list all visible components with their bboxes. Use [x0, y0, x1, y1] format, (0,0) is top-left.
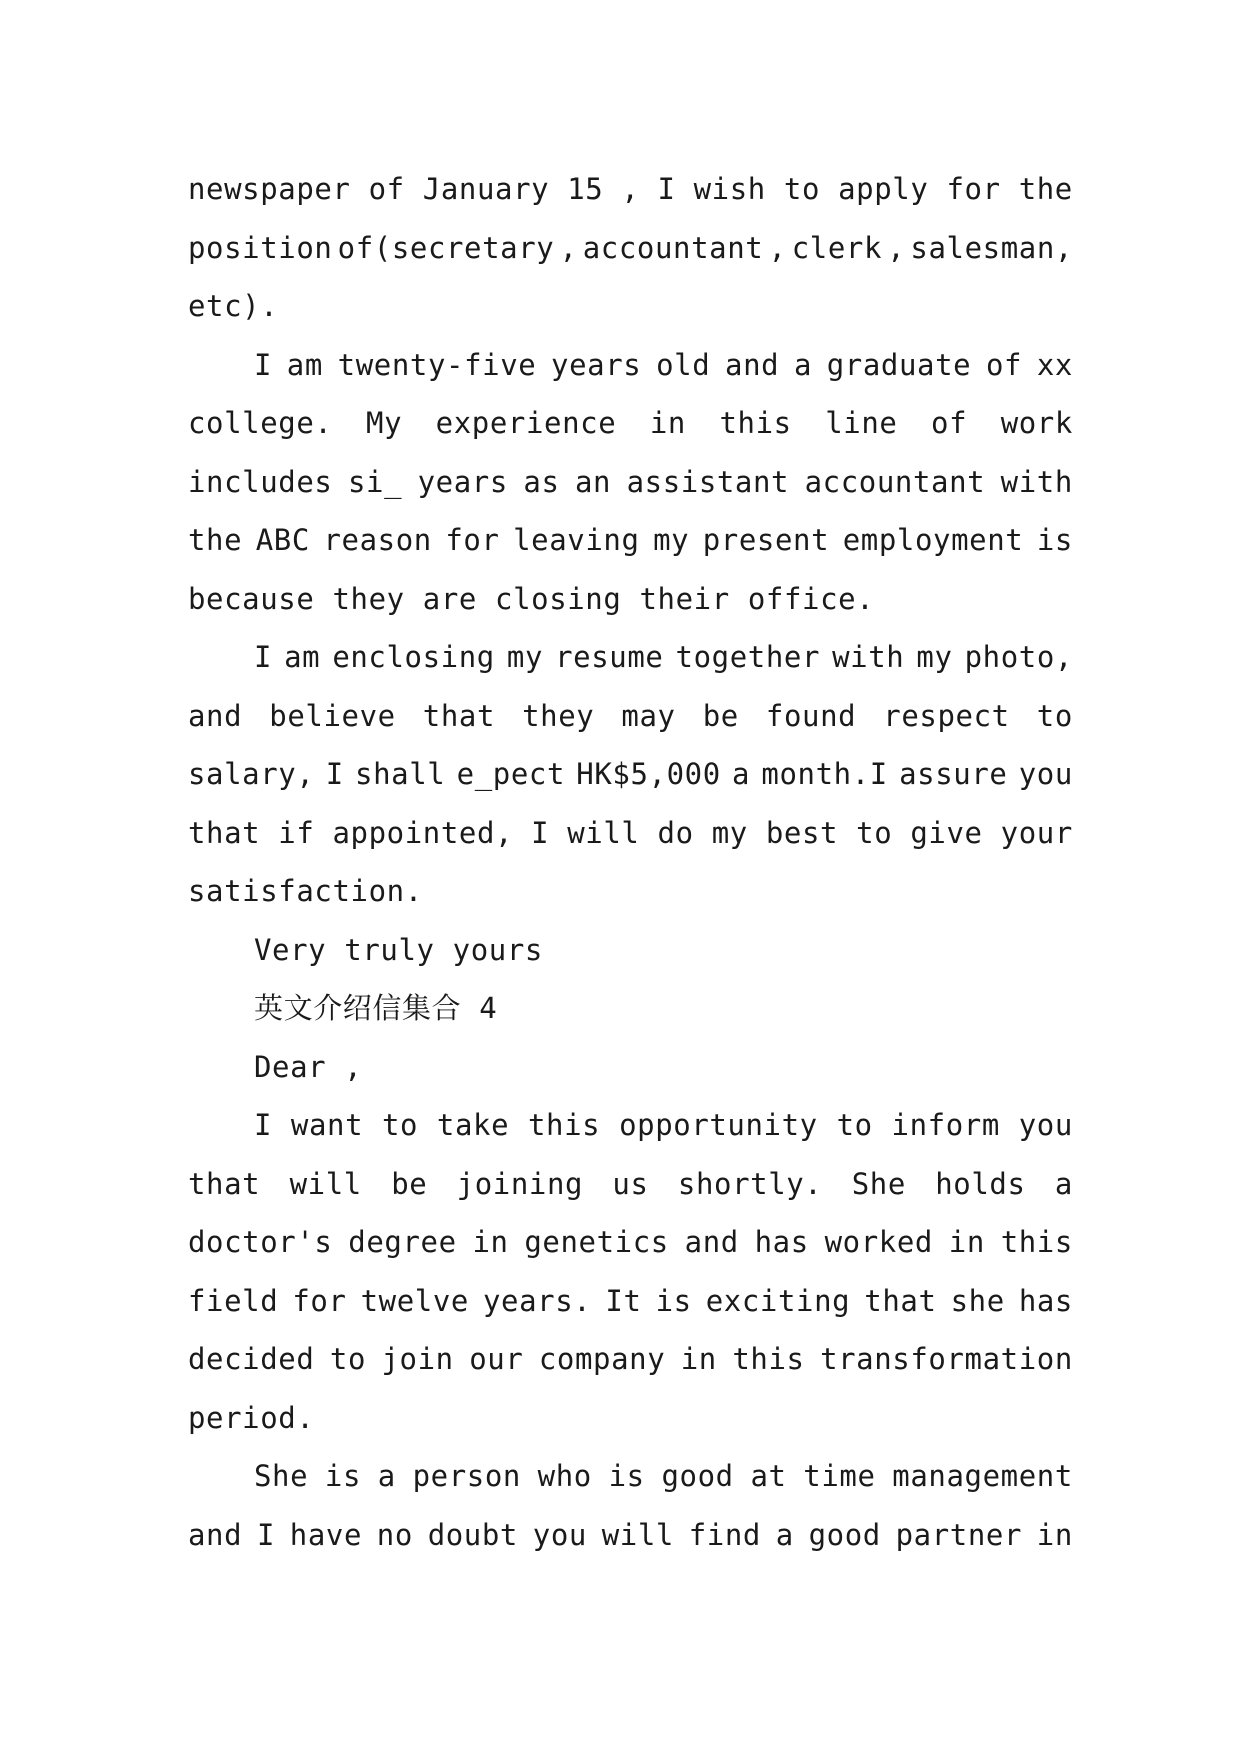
word: to [783, 172, 821, 206]
word: opportunity [619, 1108, 818, 1142]
paragraph-application [188, 160, 1073, 336]
text-line [188, 1213, 1073, 1272]
word: apply [838, 172, 929, 206]
word: doubt [427, 1517, 518, 1552]
word: field [188, 1283, 279, 1318]
word: they [522, 698, 595, 733]
text-line: because they are closing their office. [188, 581, 875, 616]
word: has [1018, 1283, 1073, 1318]
word: employment [842, 523, 1024, 557]
word: joining [456, 1166, 584, 1201]
word: graduate [826, 347, 972, 382]
word: experience [435, 406, 617, 440]
word: shall [355, 757, 446, 791]
word: college. [188, 406, 333, 440]
text-line [188, 453, 1073, 512]
word: with [832, 640, 905, 674]
word: the [188, 523, 243, 557]
word: management [892, 1459, 1073, 1493]
word: this [732, 1342, 805, 1376]
word: genetics [524, 1225, 669, 1259]
text-line [188, 1096, 1073, 1155]
word: my [711, 815, 748, 850]
word: is [655, 1283, 692, 1318]
word: ABC [255, 523, 310, 557]
word: if [278, 815, 315, 850]
word: line [825, 406, 898, 440]
word: join [381, 1342, 454, 1376]
paragraph-background [188, 336, 1073, 629]
salutation: Dear , [254, 1049, 363, 1084]
word: my [916, 640, 953, 674]
word: accountant [804, 464, 986, 499]
word: that [188, 1166, 261, 1201]
word: twenty-five [337, 347, 537, 382]
section-heading: 英文介绍信集合 4 [254, 991, 498, 1025]
word: salesman, [910, 230, 1073, 265]
word: I [254, 640, 273, 674]
closing-line: Very truly yours [254, 932, 543, 967]
word: of [985, 347, 1023, 382]
word: doctor's [188, 1225, 333, 1259]
word: that [864, 1283, 937, 1318]
word: wish [693, 172, 766, 206]
word: us [612, 1166, 649, 1201]
word: to [856, 815, 893, 850]
word: have [289, 1517, 363, 1552]
word: exciting [705, 1283, 851, 1318]
word: together [675, 640, 821, 674]
word: that [422, 698, 496, 733]
word: 15 [567, 172, 604, 206]
paragraph-character [188, 1447, 1073, 1564]
word: good [661, 1459, 734, 1493]
word: has [754, 1225, 809, 1259]
paragraph-enclosure [188, 628, 1073, 921]
word: accountant [582, 230, 764, 265]
word: respect [883, 698, 1010, 733]
word: my [506, 640, 544, 674]
word: give [910, 815, 983, 850]
word: in [680, 1342, 717, 1376]
word: that [188, 815, 261, 850]
text-line [188, 1155, 1073, 1214]
word: your [1000, 815, 1073, 850]
word: in [1036, 1517, 1073, 1552]
word: in [649, 406, 686, 440]
word: and [188, 698, 243, 733]
word: she [950, 1283, 1005, 1318]
word: of [931, 406, 968, 440]
word: be [391, 1166, 428, 1201]
word: old [656, 347, 711, 382]
word: at [750, 1459, 787, 1493]
word: clerk [791, 230, 883, 265]
word: a [377, 1459, 396, 1493]
word: do [657, 815, 694, 850]
text-line [188, 745, 1073, 804]
word: is [324, 1459, 362, 1493]
word: It [605, 1283, 642, 1318]
word: find [688, 1517, 761, 1552]
word: believe [269, 698, 396, 733]
word: HK$5,000 [576, 757, 721, 791]
word: e_pect [456, 757, 565, 791]
word: I [531, 815, 550, 850]
word: , [768, 230, 787, 265]
word: may [621, 698, 676, 733]
word: assistant [626, 464, 790, 499]
word: no [376, 1517, 413, 1552]
word: January [422, 172, 550, 206]
word: position [188, 230, 333, 265]
word: am [286, 347, 323, 382]
word: for [946, 172, 1001, 206]
word: this [719, 406, 792, 440]
word: my [653, 523, 690, 557]
word: for [445, 523, 500, 557]
word: to [836, 1108, 873, 1142]
text-line [188, 219, 1073, 278]
word: years [417, 464, 508, 499]
word: company [538, 1342, 666, 1376]
word: is [1036, 523, 1073, 557]
word: be [702, 698, 739, 733]
word: and [684, 1225, 739, 1259]
word: who [537, 1459, 592, 1493]
word: I [325, 757, 344, 791]
word: am [284, 640, 321, 674]
text-line [188, 804, 1073, 863]
word: worked [824, 1225, 933, 1259]
word: shortly. [677, 1166, 823, 1201]
word: want [290, 1108, 364, 1142]
word: degree [348, 1225, 457, 1259]
word: decided [188, 1342, 315, 1376]
word: you [532, 1517, 587, 1552]
text-line [188, 687, 1073, 746]
word: as [523, 464, 560, 499]
word: time [803, 1459, 876, 1493]
word: you [1018, 1108, 1073, 1142]
word: in [472, 1225, 509, 1259]
letter-body [188, 160, 1073, 1564]
word: to [1036, 698, 1073, 733]
word: appointed, [332, 815, 514, 850]
word: transformation [820, 1342, 1073, 1376]
word: , [559, 230, 578, 265]
word: , [887, 230, 906, 265]
text-line: period. [188, 1400, 315, 1435]
word: take [436, 1108, 510, 1142]
word: includes [188, 464, 333, 499]
word: salary, [188, 757, 315, 791]
word: holds [935, 1166, 1026, 1201]
word: xx [1036, 347, 1073, 382]
word: years. [483, 1283, 592, 1318]
word: reason [323, 523, 432, 557]
word: resume [555, 640, 664, 674]
word: inform [891, 1108, 1000, 1142]
text-line [188, 1272, 1073, 1331]
text-line: etc). [188, 289, 279, 323]
word: She [254, 1459, 309, 1493]
word: present [702, 523, 830, 557]
word: twelve [360, 1283, 469, 1318]
word: will [567, 815, 640, 850]
word: a [775, 1517, 794, 1552]
word: an [574, 464, 612, 499]
word: , [621, 172, 640, 206]
word: a [1054, 1166, 1073, 1201]
word: this [528, 1108, 601, 1142]
word: and [188, 1517, 243, 1552]
word: to [329, 1342, 367, 1376]
word: assure [899, 757, 1008, 791]
text-line [188, 1506, 1073, 1565]
word: I [254, 347, 273, 382]
word: in [948, 1225, 985, 1259]
word: of(secretary [337, 230, 555, 265]
word: person [412, 1459, 521, 1493]
word: is [608, 1459, 645, 1493]
word: this [1000, 1225, 1073, 1259]
word: best [765, 815, 839, 850]
word: I [657, 172, 676, 206]
word: to [381, 1108, 419, 1142]
word: I [256, 1517, 276, 1552]
word: will [601, 1517, 674, 1552]
word: She [851, 1166, 906, 1201]
word: enclosing [332, 640, 495, 674]
word: good [808, 1517, 881, 1552]
word: work [1000, 406, 1073, 440]
text-line: satisfaction. [188, 874, 423, 908]
text-line [188, 628, 1073, 687]
text-line [188, 1330, 1073, 1389]
word: My [366, 406, 403, 440]
word: photo, [964, 640, 1073, 674]
word: for [292, 1283, 347, 1318]
text-line [188, 1447, 1073, 1506]
word: partner [895, 1517, 1023, 1552]
word: leaving [513, 523, 640, 557]
text-line [188, 336, 1073, 395]
word: a [732, 757, 751, 791]
word: will [289, 1166, 362, 1201]
text-line [188, 394, 1073, 453]
word: you [1018, 757, 1073, 791]
word: with [1000, 464, 1073, 499]
text-line [188, 511, 1073, 570]
word: years [551, 347, 642, 382]
word: and [725, 347, 780, 382]
word: our [469, 1342, 524, 1376]
word: I [254, 1108, 273, 1142]
paragraph-introduction [188, 1096, 1073, 1447]
word: si_ [347, 464, 403, 499]
text-line [188, 160, 1073, 219]
word: a [793, 347, 812, 382]
word: newspaper [188, 172, 351, 206]
word: of [368, 172, 405, 206]
word: the [1018, 172, 1073, 206]
word: found [765, 698, 857, 733]
word: month.I [761, 757, 888, 791]
